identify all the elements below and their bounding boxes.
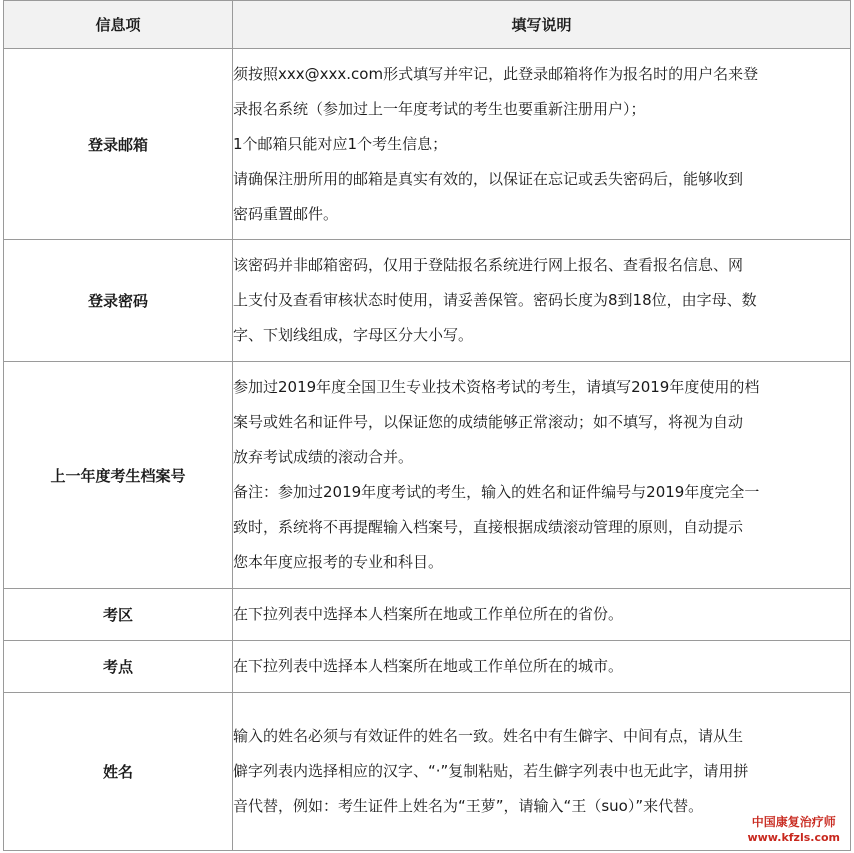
watermark-url: www.kfzls.com bbox=[747, 831, 840, 844]
description-line: 上支付及查看审核状态时使用，请妥善保管。密码长度为8到18位，由字母、数 bbox=[233, 291, 757, 309]
row-description bbox=[233, 49, 851, 240]
row-label-login-email: 登录邮箱 bbox=[4, 49, 233, 240]
info-table bbox=[3, 0, 851, 851]
table-row bbox=[4, 49, 851, 240]
table-row bbox=[4, 641, 851, 693]
header-row bbox=[4, 1, 851, 49]
row-label-name: 姓名 bbox=[4, 693, 233, 851]
site-watermark bbox=[747, 815, 840, 845]
row-description bbox=[233, 240, 851, 362]
description-line: 输入的姓名必须与有效证件的姓名一致。姓名中有生僻字、中间有点，请从生 bbox=[233, 727, 744, 745]
table-row bbox=[4, 589, 851, 641]
row-description bbox=[233, 589, 851, 641]
row-label-archive-number: 上一年度考生档案号 bbox=[4, 362, 233, 589]
watermark-title: 中国康复治疗师 bbox=[751, 815, 836, 829]
description-line: 音代替，例如：考生证件上姓名为“王萝”，请输入“王（suo）”来代替。 bbox=[233, 797, 704, 815]
row-label-exam-site: 考点 bbox=[4, 641, 233, 693]
description-line: 须按照xxx@xxx.com形式填写并牢记，此登录邮箱将作为报名时的用户名来登 bbox=[233, 64, 759, 83]
row-label-exam-region: 考区 bbox=[4, 589, 233, 641]
row-description bbox=[233, 362, 851, 589]
row-label-login-password: 登录密码 bbox=[4, 240, 233, 362]
table-row bbox=[4, 693, 851, 851]
description-line: 致时，系统将不再提醒输入档案号，直接根据成绩滚动管理的原则，自动提示 bbox=[233, 518, 744, 536]
description-line: 僻字列表内选择相应的汉字、“·”复制粘贴，若生僻字列表中也无此字，请用拼 bbox=[233, 762, 749, 780]
table-row bbox=[4, 240, 851, 362]
description-line: 密码重置邮件。 bbox=[233, 204, 339, 223]
description-line: 在下拉列表中选择本人档案所在地或工作单位所在的省份。 bbox=[233, 605, 624, 623]
column-header-info-item: 信息项 bbox=[4, 1, 233, 49]
description-line: 参加过2019年度全国卫生专业技术资格考试的考生，请填写2019年度使用的档 bbox=[233, 378, 760, 396]
description-line: 在下拉列表中选择本人档案所在地或工作单位所在的城市。 bbox=[233, 657, 624, 675]
description-line: 您本年度应报考的专业和科目。 bbox=[233, 553, 444, 571]
description-line: 录报名系统（参加过上一年度考试的考生也要重新注册用户）； bbox=[233, 99, 646, 118]
description-line: 放弃考试成绩的滚动合并。 bbox=[233, 448, 414, 466]
description-line: 案号或姓名和证件号，以保证您的成绩能够正常滚动；如不填写，将视为自动 bbox=[233, 413, 744, 431]
description-line: 1个邮箱只能对应1个考生信息； bbox=[233, 134, 448, 153]
description-line: 备注：参加过2019年度考试的考生，输入的姓名和证件编号与2019年度完全一 bbox=[233, 483, 760, 501]
description-line: 字、下划线组成，字母区分大小写。 bbox=[233, 326, 474, 344]
row-description bbox=[233, 641, 851, 693]
column-header-description: 填写说明 bbox=[233, 1, 851, 49]
description-line: 请确保注册所用的邮箱是真实有效的，以保证在忘记或丢失密码后，能够收到 bbox=[233, 169, 744, 188]
table-row bbox=[4, 362, 851, 589]
description-line: 该密码并非邮箱密码，仅用于登陆报名系统进行网上报名、查看报名信息、网 bbox=[233, 256, 744, 274]
